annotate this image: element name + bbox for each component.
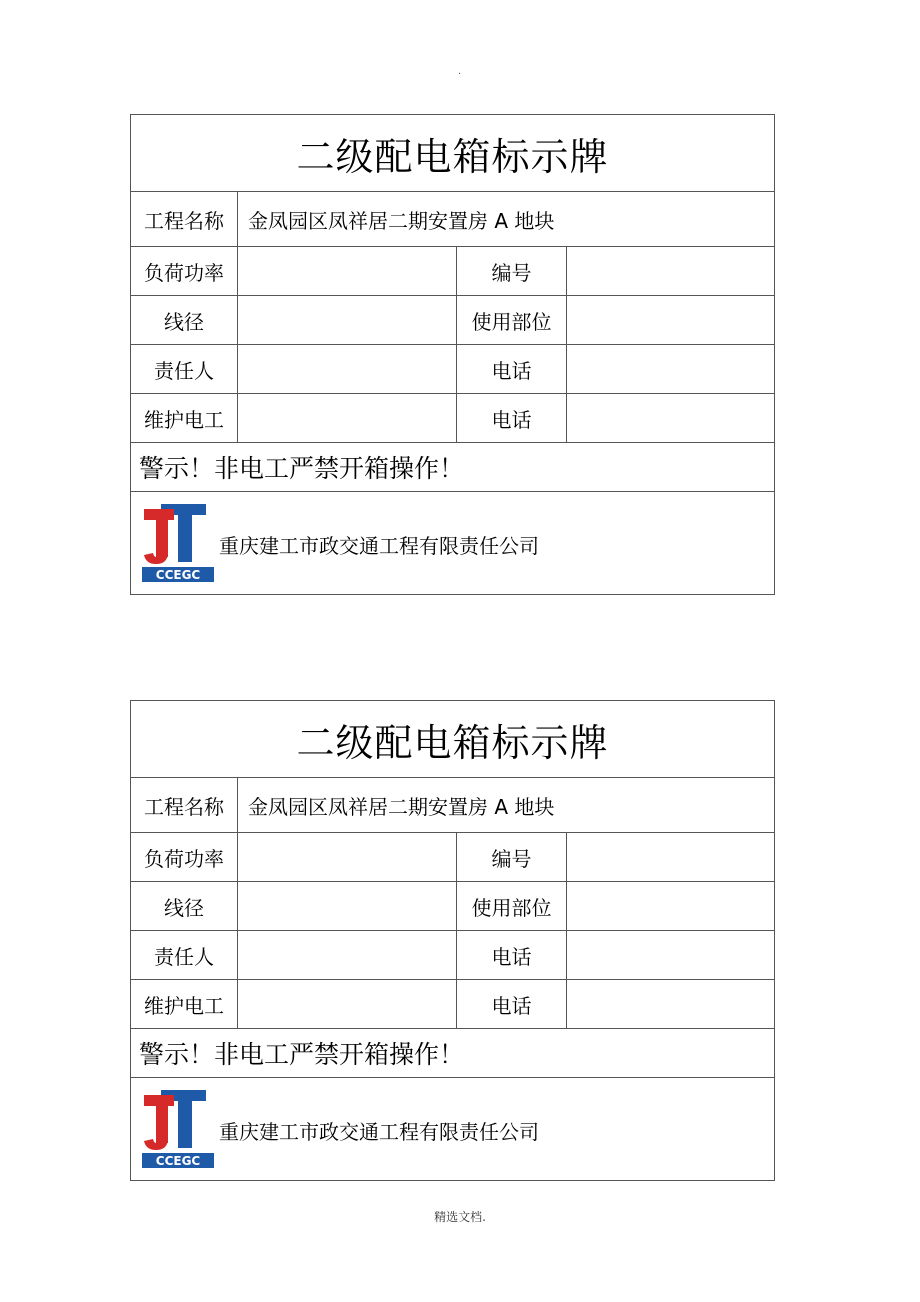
sign-title: 二级配电箱标示牌 xyxy=(131,701,775,778)
project-name-value: 金凤园区凤祥居二期安置房 A 地块 xyxy=(238,778,775,833)
maintenance-electrician-value xyxy=(238,394,457,443)
phone-value xyxy=(567,931,775,980)
usage-location-value xyxy=(567,882,775,931)
phone-value xyxy=(567,394,775,443)
logo-text: CCEGC xyxy=(155,1154,201,1168)
usage-location-value xyxy=(567,296,775,345)
distribution-box-sign-2 xyxy=(130,700,775,1181)
responsible-person-label: 责任人 xyxy=(131,345,238,394)
company-row xyxy=(131,492,775,595)
number-value xyxy=(567,247,775,296)
logo-text: CCEGC xyxy=(155,568,201,582)
load-power-value xyxy=(238,833,457,882)
phone-label: 电话 xyxy=(457,931,567,980)
company-row xyxy=(131,1078,775,1181)
maintenance-electrician-label: 维护电工 xyxy=(131,980,238,1029)
maintenance-electrician-value xyxy=(238,980,457,1029)
distribution-box-sign-1 xyxy=(130,114,775,595)
project-name-label: 工程名称 xyxy=(131,778,238,833)
usage-location-label: 使用部位 xyxy=(457,882,567,931)
ccegc-logo-icon xyxy=(141,504,215,582)
ccegc-logo-icon xyxy=(141,1090,215,1168)
responsible-person-value xyxy=(238,931,457,980)
load-power-value xyxy=(238,247,457,296)
wire-diameter-value xyxy=(238,882,457,931)
usage-location-label: 使用部位 xyxy=(457,296,567,345)
load-power-label: 负荷功率 xyxy=(131,247,238,296)
wire-diameter-value xyxy=(238,296,457,345)
number-label: 编号 xyxy=(457,247,567,296)
warning-text: 警示！非电工严禁开箱操作！ xyxy=(131,1029,775,1078)
phone-value xyxy=(567,345,775,394)
phone-label: 电话 xyxy=(457,394,567,443)
wire-diameter-label: 线径 xyxy=(131,296,238,345)
header-mark: . xyxy=(458,66,462,77)
project-name-value: 金凤园区凤祥居二期安置房 A 地块 xyxy=(238,192,775,247)
load-power-label: 负荷功率 xyxy=(131,833,238,882)
number-value xyxy=(567,833,775,882)
company-name: 重庆建工市政交通工程有限责任公司 xyxy=(219,1119,539,1144)
phone-label: 电话 xyxy=(457,345,567,394)
project-name-label: 工程名称 xyxy=(131,192,238,247)
responsible-person-label: 责任人 xyxy=(131,931,238,980)
responsible-person-value xyxy=(238,345,457,394)
sign-title: 二级配电箱标示牌 xyxy=(131,115,775,192)
page-footer: 精选文档. xyxy=(434,1210,486,1224)
warning-text: 警示！非电工严禁开箱操作！ xyxy=(131,443,775,492)
number-label: 编号 xyxy=(457,833,567,882)
wire-diameter-label: 线径 xyxy=(131,882,238,931)
company-name: 重庆建工市政交通工程有限责任公司 xyxy=(219,533,539,558)
maintenance-electrician-label: 维护电工 xyxy=(131,394,238,443)
phone-value xyxy=(567,980,775,1029)
phone-label: 电话 xyxy=(457,980,567,1029)
